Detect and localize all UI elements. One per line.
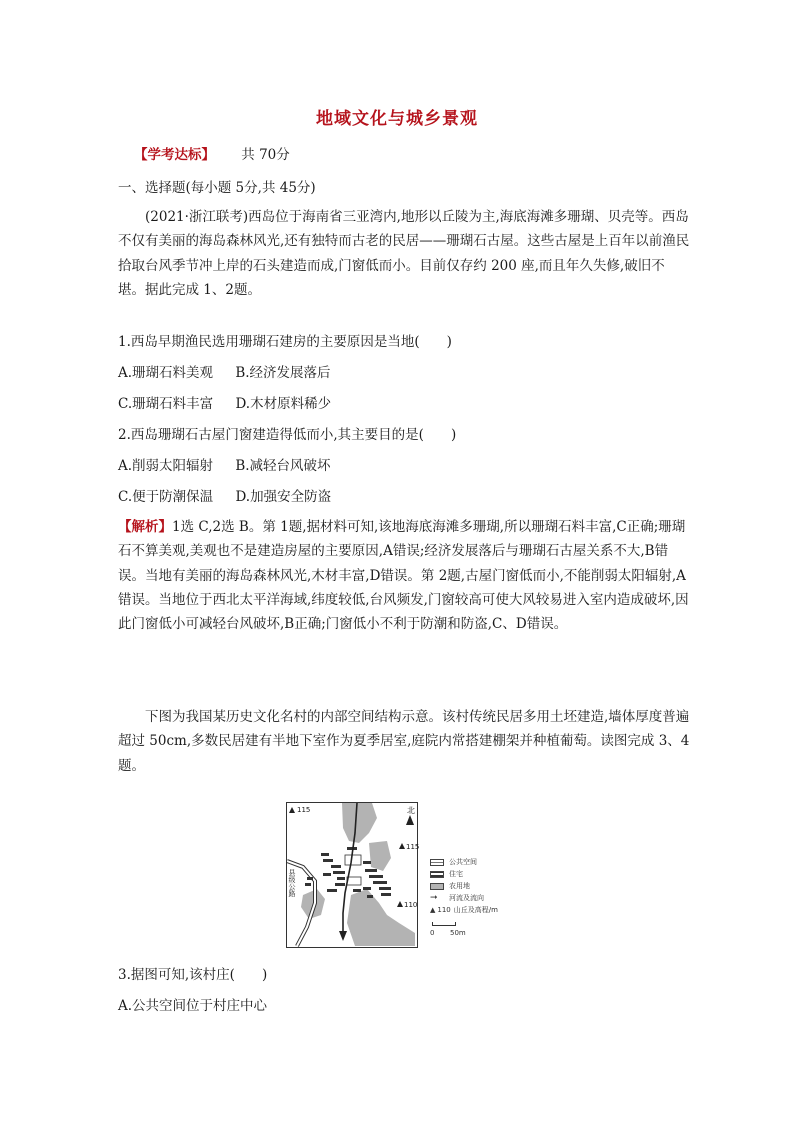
question-2-options-row-2 [118,488,688,506]
road-label: 县级公路 [288,869,296,897]
option-1b: B.经济发展落后 [235,365,331,381]
public-space-2 [347,877,361,885]
analysis-block [118,515,690,636]
legend-public-space: 公共空间 [430,856,498,868]
north-arrow-icon [406,815,414,825]
peak-icon-3 [397,901,403,907]
passage-1: (2021·浙江联考)西岛位于海南省三亚湾内,地形以丘陵为主,海底海滩多珊瑚、贝壳等。西岛不仅有美丽的海岛森林风光,还有独特而古老的民居——珊瑚石古屋。这些古屋是上百年以前渔民拾取台风季节冲上岸的石头建造而成,门窗低而小。目前仅存约 200 座,而且年久失修,破旧不堪。据此完成 1、2题。 [118,209,690,298]
hill-triangle-icon: ▲ [430,906,436,914]
legend-river: ➞ 河流及流向 [430,892,484,903]
option-1a: A.珊瑚石料美观 [118,365,214,381]
village-map [286,802,418,948]
public-space-1 [345,855,361,865]
scale-bar: 0 50m [430,922,498,938]
option-1c: C.珊瑚石料丰富 [118,396,214,412]
section-header [118,146,688,164]
legend-houses: 住宅 [430,868,498,880]
section-tag: 【学考达标】 [134,147,215,163]
farmland-east [369,841,391,871]
question-1-options-row-1 [118,364,688,382]
page-title: 地域文化与城乡景观 [316,109,478,129]
farmland-north [342,803,377,843]
part-heading: 一、选择题(每小题 5分,共 45分) [118,180,316,196]
question-2-options-row-1 [118,457,688,475]
river-arrow-icon: ➞ [430,892,438,903]
analysis-tag: 【解析】 [118,519,172,535]
farmland-south [347,889,418,946]
analysis-text: 1选 C,2选 B。第 1题,据材料可知,该地海底海滩多珊瑚,所以珊瑚石料丰富,C正确;珊瑚石不算美观,美观也不是建造房屋的主要原因,A错误;经济发展落后与珊瑚石古屋关系不大,B错误。当地有美丽的海岛森林风光,木材丰富,D错误。第 2题,古屋门窗低而小,不能削弱太阳辐射,A错误。当地位于西北太平洋海域,纬度较低,台风频发,门窗较高可使大风较易进入室内造成破坏,因此门窗低小可减轻台风破坏,B正确;门窗低小不利于防潮和防盗,C、D错误。 [118,519,689,633]
passage-2: 下图为我国某历史文化名村的内部空间结构示意。该村传统民居多用土坯建造,墙体厚度普遍超过 50cm,多数民居建有半地下室作为夏季居室,庭院内常搭建棚架并种植葡萄。读图完成 3、4题。 [118,709,690,774]
option-3a: A.公共空间位于村庄中心 [118,998,268,1014]
legend-farmland: 农用地 [430,880,498,892]
question-2-stem: 2.西岛珊瑚石古屋门窗建造得低而小,其主要目的是( ) [118,427,457,443]
scale-bar-line [432,922,456,926]
question-1-options-row-2 [118,395,688,413]
option-2c: C.便于防潮保温 [118,489,214,505]
question-3-stem: 3.据图可知,该村庄( ) [118,967,268,983]
peak-label-1: 115 [297,806,311,814]
legend-swatch-farmland [430,883,444,890]
river-flow-arrow [339,931,347,941]
map-legend [430,856,498,938]
peak-icon-1 [289,807,295,813]
option-1d: D.木材原料稀少 [235,396,332,412]
legend-swatch-public [430,859,444,866]
option-2a: A.削弱太阳辐射 [118,458,214,474]
option-2b: B.减轻台风破坏 [235,458,331,474]
map-graphic [287,803,420,947]
legend-hill: ▲ 110 山丘及高程/m [430,906,498,914]
north-label: 北 [407,806,415,815]
peak-label-2: 115 [406,843,420,851]
peak-label-3: 110 [404,901,418,909]
question-1-stem: 1.西岛早期渔民选用珊瑚石建房的主要原因是当地( ) [118,334,452,350]
option-2d: D.加强安全防盗 [235,489,332,505]
section-score: 共 70分 [241,147,290,163]
legend-swatch-houses [430,871,444,878]
peak-icon-2 [399,843,405,849]
